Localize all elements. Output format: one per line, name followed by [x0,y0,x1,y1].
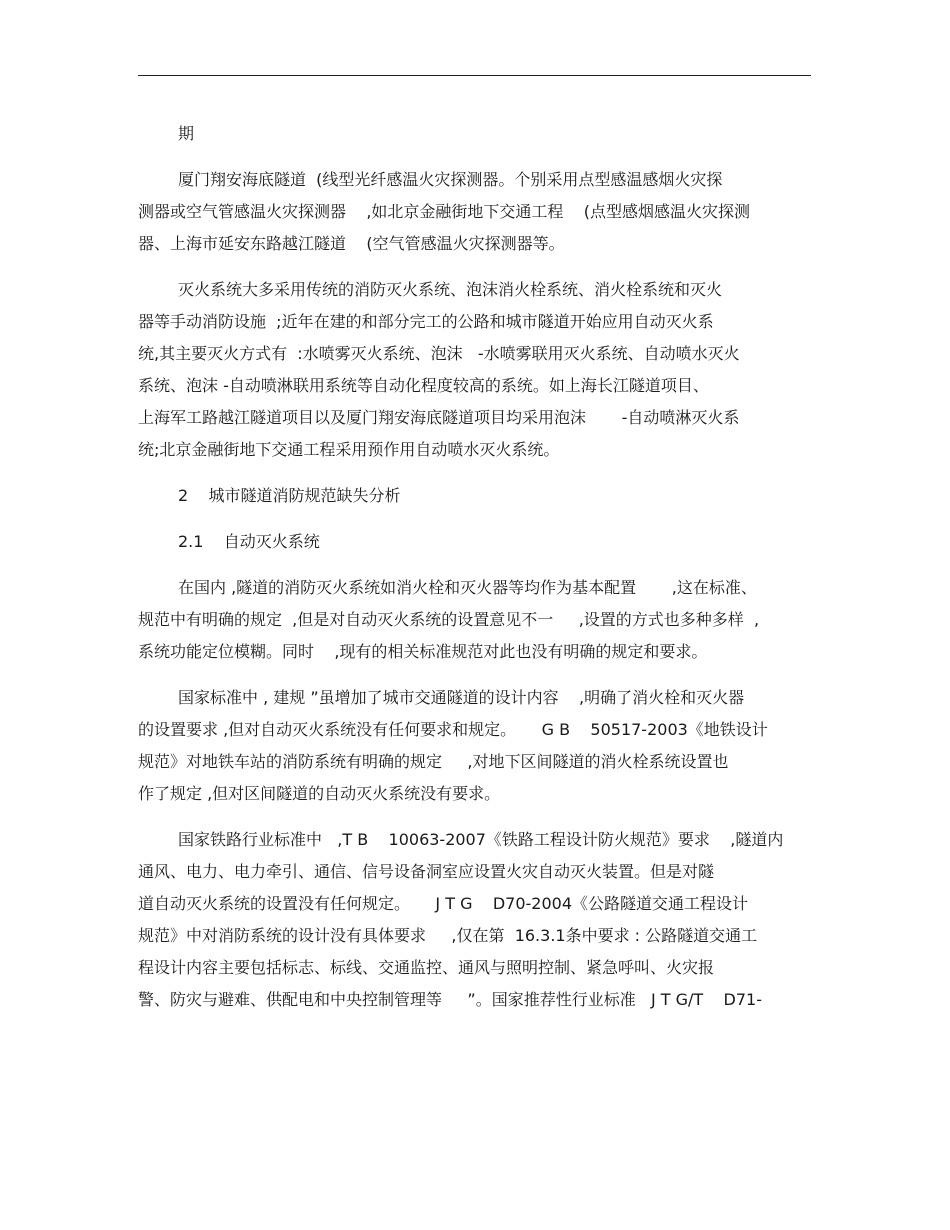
section-heading [138,480,811,512]
paragraph [138,824,811,1016]
document-body [138,118,811,1030]
paragraph [138,572,811,668]
text-line: 程设计内容主要包括标志、标线、交通监控、通风与照明控制、紧急呼叫、火灾报 [138,958,715,977]
header-rule [138,75,811,76]
text-line: 器、上海市延安东路越江隧道 (空气管感温火灾探测器等。 [138,234,565,253]
text-line: 警、防灾与避难、供配电和中央控制管理等 ”。国家推荐性行业标准 J T G/T D71- [138,990,763,1009]
paragraph [138,274,811,466]
text-line: 道自动灭火系统的设置没有任何规定。 J T G D70-2004《公路隧道交通工程设计 [138,894,749,913]
paragraph [138,164,811,260]
text-line: 在国内 ,隧道的消防灭火系统如消火栓和灭火器等均作为基本配置 ,这在标准、 [178,578,757,597]
text-line: 器等手动消防设施 ;近年在建的和部分完工的公路和城市隧道开始应用自动灭火系 [138,312,714,331]
text-line: 厦门翔安海底隧道 (线型光纤感温火灾探测器。个别采用点型感温感烟火灾探 [178,170,723,189]
text-line: 规范》中对消防系统的设计没有具体要求 ,仅在第 16.3.1条中要求 : 公路隧道交通工 [138,926,758,945]
text-line: 期 [178,124,195,143]
text-line: 2.1 自动灭火系统 [178,532,320,551]
text-line: 统;北京金融街地下交通工程采用预作用自动喷水灭火系统。 [138,440,560,459]
text-line: 规范》对地铁车站的消防系统有明确的规定 ,对地下区间隧道的消火栓系统设置也 [138,752,729,771]
text-line: 系统功能定位模糊。同时 ,现有的相关标准规范对此也没有明确的规定和要求。 [138,642,708,661]
paragraph [138,682,811,810]
section-heading [138,526,811,558]
text-line: 通风、电力、电力牵引、通信、信号设备洞室应设置火灾自动灭火装置。但是对隧 [138,862,715,881]
text-line: 测器或空气管感温火灾探测器 ,如北京金融街地下交通工程 (点型感烟感温火灾探测 [138,202,751,221]
text-line: 2 城市隧道消防规范缺失分析 [178,486,401,505]
text-line: 灭火系统大多采用传统的消防灭火系统、泡沫消火栓系统、消火栓系统和灭火 [178,280,723,299]
paragraph [138,118,811,150]
text-line: 国家标准中 , 建规 ”虽增加了城市交通隧道的设计内容 ,明确了消火栓和灭火器 [178,688,745,707]
text-line: 作了规定 ,但对区间隧道的自动灭火系统没有要求。 [138,784,501,803]
text-line: 上海军工路越江隧道项目以及厦门翔安海底隧道项目均采用泡沫 -自动喷淋灭火系 [138,408,740,427]
text-line: 国家铁路行业标准中 ,T B 10063-2007《铁路工程设计防火规范》要求 ,隧道内 [178,830,784,849]
text-line: 的设置要求 ,但对自动灭火系统没有任何要求和规定。 G B 50517-2003《地铁设计 [138,720,768,739]
text-line: 规范中有明确的规定 ,但是对自动灭火系统的设置意见不一 ,设置的方式也多种多样 , [138,610,760,629]
text-line: 统,其主要灭火方式有 :水喷雾灭火系统、泡沫 -水喷雾联用灭火系统、自动喷水灭火 [138,344,740,363]
text-line: 系统、泡沫 -自动喷淋联用系统等自动化程度较高的系统。如上海长江隧道项目、 [138,376,709,395]
